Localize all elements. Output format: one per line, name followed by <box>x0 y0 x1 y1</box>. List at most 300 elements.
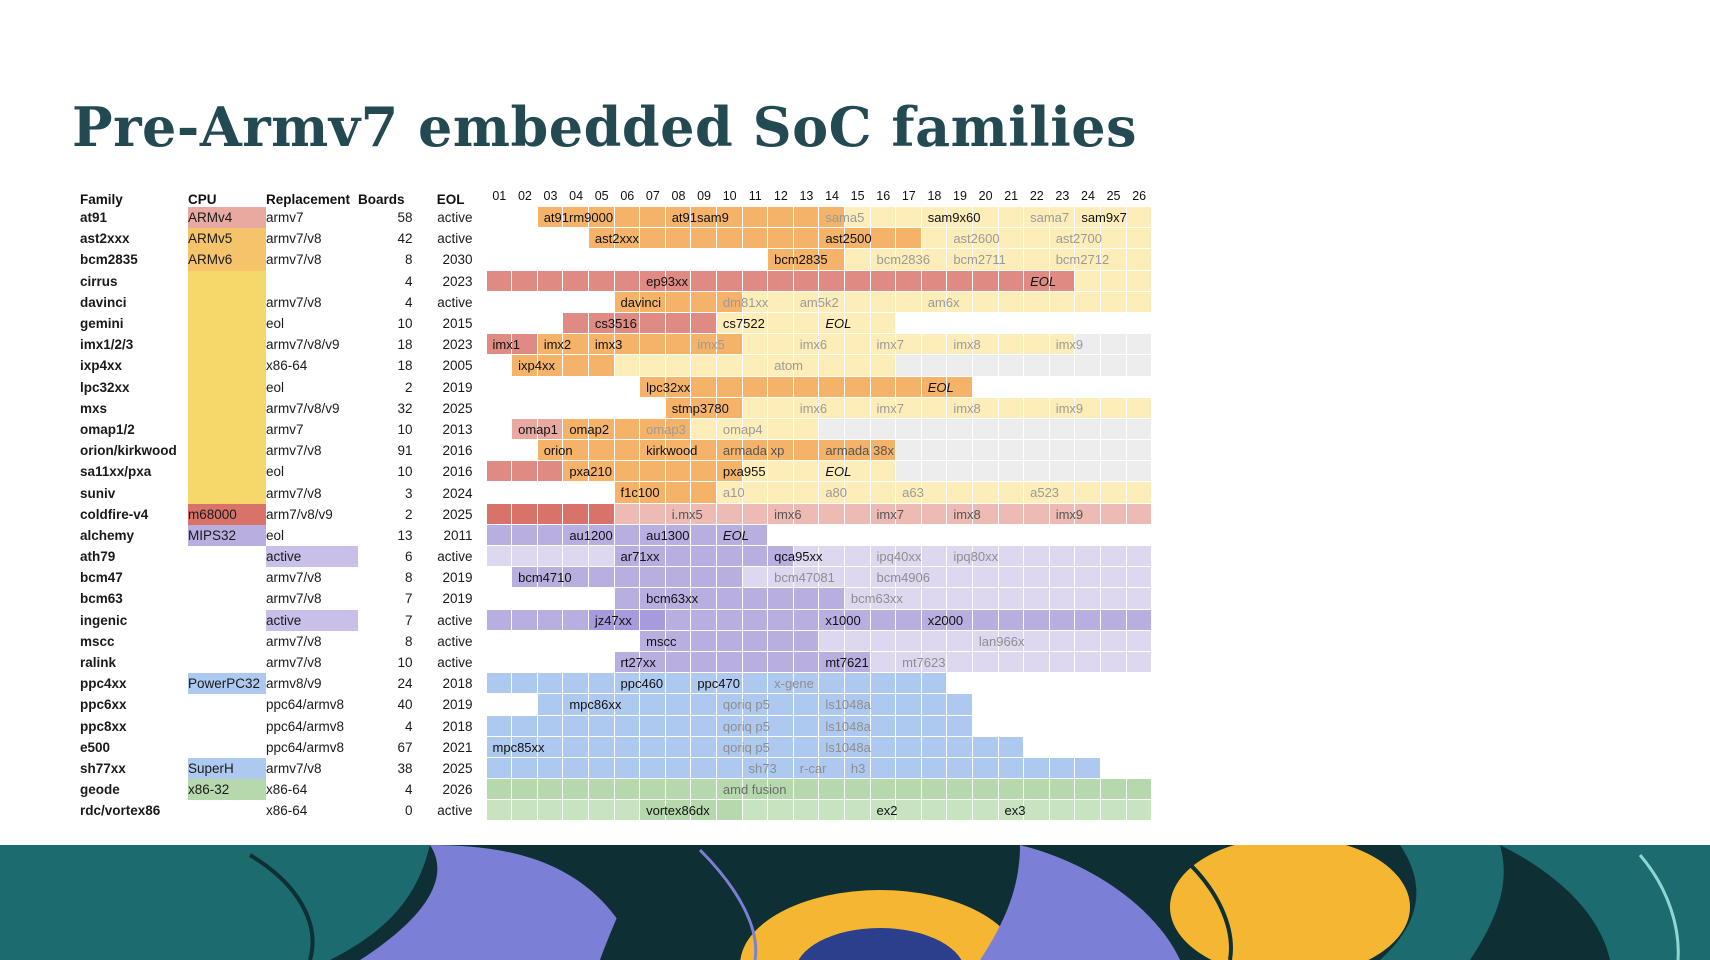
year-label-14: 14 <box>825 189 839 203</box>
timeline-cell <box>615 440 641 461</box>
timeline-cell <box>922 758 948 779</box>
timeline-cell <box>845 779 871 800</box>
timeline-cell <box>819 546 845 567</box>
cell-eol: 2019 <box>442 570 473 586</box>
timeline-cell <box>1075 504 1101 525</box>
timeline-cell <box>717 652 743 673</box>
timeline-cell <box>794 419 820 440</box>
timeline-label: imx7 <box>876 337 904 353</box>
timeline-label: sh73 <box>748 760 777 776</box>
cell-timeline <box>487 758 1153 779</box>
timeline-cell <box>1024 228 1050 249</box>
timeline-cell <box>615 779 641 800</box>
cell-replacement: armv7/v8 <box>266 655 322 671</box>
timeline-cell <box>922 525 948 546</box>
timeline-cell <box>666 377 692 398</box>
timeline-track <box>487 779 1153 800</box>
timeline-cell <box>563 313 589 334</box>
timeline-cell <box>640 737 666 758</box>
timeline-cell <box>896 249 922 270</box>
timeline-cell <box>1075 694 1101 715</box>
timeline-label: r-car <box>799 760 827 776</box>
timeline-cell <box>1101 398 1127 419</box>
timeline-label: f1c100 <box>620 485 660 501</box>
cell-cpu: PowerPC32 <box>188 673 266 694</box>
timeline-cell <box>691 525 717 546</box>
timeline-cell <box>845 546 871 567</box>
timeline-cell <box>947 461 973 482</box>
timeline-cell <box>615 207 641 228</box>
timeline-cell <box>973 292 999 313</box>
timeline-cell <box>768 228 794 249</box>
timeline-cell <box>947 504 973 525</box>
timeline-cell <box>717 525 743 546</box>
timeline-cell <box>871 758 897 779</box>
cell-replacement: eol <box>266 527 285 543</box>
timeline-cell <box>896 652 922 673</box>
year-label-11: 11 <box>748 189 762 203</box>
cell-boards: 10 <box>397 655 413 671</box>
timeline-cell <box>947 398 973 419</box>
timeline-label: a80 <box>825 485 848 501</box>
timeline-cell <box>512 779 538 800</box>
timeline-cell <box>845 228 871 249</box>
header-row <box>80 185 1152 207</box>
timeline-cell <box>896 419 922 440</box>
year-label-03: 03 <box>543 189 558 203</box>
timeline-cell <box>1075 525 1101 546</box>
timeline-label: bcm2835 <box>774 252 828 268</box>
timeline-cell <box>691 334 717 355</box>
timeline-cell <box>1127 567 1153 588</box>
timeline-cell <box>615 292 641 313</box>
cell-cpu: ARMv6 <box>188 249 266 270</box>
timeline-track <box>487 355 1153 376</box>
timeline-cell <box>819 228 845 249</box>
timeline-cell <box>691 355 717 376</box>
cell-eol: 2016 <box>442 443 473 459</box>
timeline-cell <box>563 525 589 546</box>
timeline-cell <box>768 610 794 631</box>
timeline-cell <box>922 292 948 313</box>
timeline-cell <box>973 652 999 673</box>
timeline-cell <box>845 758 871 779</box>
cell-boards: 10 <box>397 421 413 437</box>
col-family: Family <box>80 192 123 207</box>
timeline-cell <box>819 482 848 503</box>
timeline-cell <box>794 673 820 694</box>
timeline-cell <box>512 567 538 588</box>
year-label-26: 26 <box>1132 189 1147 203</box>
timeline-cell <box>1075 800 1101 821</box>
timeline-cell <box>947 525 973 546</box>
timeline-cell <box>589 355 615 376</box>
cell-replacement: armv7/v8 <box>266 252 322 268</box>
cell-timeline <box>487 567 1153 588</box>
timeline-label: ast2xxx <box>594 231 639 247</box>
timeline-cell <box>922 673 948 694</box>
timeline-cell <box>819 461 845 482</box>
timeline-cell <box>999 461 1025 482</box>
table-row <box>80 292 1152 313</box>
timeline-cell <box>1024 440 1050 461</box>
timeline-cell <box>999 779 1025 800</box>
timeline-cell <box>768 525 794 546</box>
timeline-cell <box>691 588 717 609</box>
timeline-cell <box>1024 504 1050 525</box>
table-row <box>80 652 1152 673</box>
timeline-cell <box>794 482 820 503</box>
timeline-cell <box>717 694 743 715</box>
timeline-cell <box>640 525 666 546</box>
timeline-cell <box>640 207 666 228</box>
timeline-cell <box>640 652 666 673</box>
table-row <box>80 271 1152 292</box>
timeline-cell <box>999 652 1025 673</box>
timeline-cell <box>768 652 794 673</box>
cell-cpu <box>188 482 266 503</box>
timeline-cell <box>896 737 922 758</box>
timeline-cell <box>871 631 897 652</box>
cell-boards: 3 <box>405 485 413 501</box>
timeline-cell <box>666 334 692 355</box>
cell-spacer <box>473 207 487 228</box>
timeline-cell <box>691 631 717 652</box>
table-row <box>80 313 1152 334</box>
cell-timeline <box>487 610 1153 631</box>
timeline-cell <box>691 567 717 588</box>
timeline-track <box>487 313 1153 334</box>
timeline-cell <box>743 334 769 355</box>
timeline-cell <box>1024 249 1050 270</box>
timeline-cell <box>819 800 845 821</box>
timeline-cell <box>1075 673 1101 694</box>
timeline-cell <box>615 271 641 292</box>
table-row <box>80 525 1152 546</box>
timeline-cell <box>922 567 948 588</box>
timeline-cell <box>1050 525 1076 546</box>
timeline-cell <box>563 504 589 525</box>
timeline-cell <box>1127 440 1153 461</box>
timeline-cell <box>794 758 820 779</box>
timeline-cell <box>1127 737 1153 758</box>
cell-eol: 2025 <box>442 400 473 416</box>
timeline-cell <box>1050 631 1076 652</box>
timeline-cell <box>999 546 1025 567</box>
timeline-label: au1200 <box>569 527 613 543</box>
timeline-cell <box>768 461 794 482</box>
timeline-cell <box>999 758 1025 779</box>
cell-replacement: armv7/v8 <box>266 570 322 586</box>
timeline-cell <box>768 758 794 779</box>
timeline-label: omap2 <box>569 421 610 437</box>
timeline-cell <box>947 546 973 567</box>
timeline-cell <box>640 313 666 334</box>
timeline-cell <box>615 610 641 631</box>
timeline-cell <box>666 779 692 800</box>
timeline-label: bcm2711 <box>953 252 1006 268</box>
cell-cpu <box>188 737 266 758</box>
timeline-cell <box>563 461 589 482</box>
cell-family: suniv <box>80 485 116 501</box>
timeline-cell <box>1024 631 1050 652</box>
timeline-cell <box>973 398 999 419</box>
cell-spacer <box>473 482 487 503</box>
timeline-cell <box>819 504 845 525</box>
timeline-label: ipq80xx <box>953 549 999 564</box>
timeline-label: ipq40xx <box>876 549 922 564</box>
timeline-cell <box>922 737 948 758</box>
timeline-cell <box>717 398 743 419</box>
timeline-cell <box>691 610 717 631</box>
cell-cpu <box>188 610 266 631</box>
timeline-label: a63 <box>902 485 924 501</box>
timeline-cell <box>973 504 999 525</box>
cell-boards: 6 <box>405 549 413 565</box>
cell-spacer <box>473 737 487 758</box>
timeline-cell <box>871 377 897 398</box>
timeline-cell <box>615 228 641 249</box>
timeline-cell <box>871 334 897 355</box>
timeline-cell <box>640 694 666 715</box>
timeline-cell <box>922 355 948 376</box>
cell-cpu <box>188 377 266 398</box>
timeline-cell <box>1101 758 1127 779</box>
timeline-cell <box>512 334 538 355</box>
timeline-cell <box>794 567 820 588</box>
cell-spacer <box>473 525 487 546</box>
timeline-cell <box>640 631 666 652</box>
timeline-cell <box>947 271 973 292</box>
timeline-cell <box>666 610 692 631</box>
cell-boards: 4 <box>405 273 413 289</box>
timeline-track <box>487 525 1153 546</box>
cell-replacement: ppc64/armv8 <box>266 697 345 713</box>
timeline-cell <box>1127 610 1153 631</box>
timeline-cell <box>563 716 589 737</box>
timeline-label: ex2 <box>876 803 898 819</box>
cell-spacer <box>473 546 487 567</box>
timeline-cell <box>845 716 871 737</box>
timeline-label: at91sam9 <box>671 210 729 225</box>
timeline-label: cs3516 <box>594 315 637 331</box>
timeline-cell <box>845 652 871 673</box>
timeline-cell <box>871 610 897 631</box>
table-row <box>80 631 1152 652</box>
timeline-table <box>80 185 1152 821</box>
timeline-cell <box>1101 716 1127 737</box>
cell-family: at91 <box>80 210 108 226</box>
cell-eol: 2013 <box>442 421 473 437</box>
timeline-cell <box>1127 525 1153 546</box>
timeline-cell <box>615 419 641 440</box>
timeline-cell <box>1075 377 1101 398</box>
cell-timeline <box>487 631 1153 652</box>
cell-eol: active <box>437 655 473 671</box>
timeline-cell <box>1075 631 1101 652</box>
cell-spacer <box>473 313 487 334</box>
timeline-cell <box>819 716 845 737</box>
timeline-cell <box>794 398 820 419</box>
timeline-track <box>487 504 1153 525</box>
table-row <box>80 567 1152 588</box>
timeline-cell <box>768 313 794 334</box>
timeline-cell <box>845 461 871 482</box>
timeline-label: imx8 <box>953 400 981 416</box>
year-label-07: 07 <box>645 189 660 203</box>
timeline-cell <box>871 271 897 292</box>
timeline-cell <box>794 292 820 313</box>
timeline-cell <box>1127 779 1153 800</box>
timeline-cell <box>871 419 897 440</box>
timeline-cell <box>1101 228 1127 249</box>
timeline-label: rt27xx <box>620 654 656 670</box>
timeline-cell <box>999 716 1025 737</box>
timeline-cell <box>563 334 589 355</box>
table-row <box>80 737 1152 758</box>
table-body <box>80 207 1152 821</box>
timeline-cell <box>717 737 743 758</box>
timeline-cell <box>947 716 973 737</box>
cell-replacement: armv7/v8 <box>266 591 322 607</box>
cell-cpu: ARMv5 <box>188 228 266 249</box>
timeline-cell <box>819 694 845 715</box>
timeline-cell <box>922 779 948 800</box>
timeline-cell <box>1024 758 1050 779</box>
cell-cpu <box>188 694 266 715</box>
timeline-cell <box>538 207 564 228</box>
cell-boards: 91 <box>397 443 413 459</box>
timeline-cell <box>794 737 820 758</box>
cell-eol: 2024 <box>442 485 473 501</box>
cell-eol: 2018 <box>442 718 473 734</box>
timeline-cell <box>563 673 589 694</box>
timeline-cell <box>794 334 820 355</box>
timeline-cell <box>1127 292 1153 313</box>
timeline-cell <box>743 292 769 313</box>
timeline-cell <box>666 419 692 440</box>
cell-family: cirrus <box>80 273 118 289</box>
cell-eol: 2030 <box>442 252 473 268</box>
timeline-cell <box>640 800 666 821</box>
timeline-cell <box>1075 652 1101 673</box>
timeline-label: bcm4710 <box>518 570 572 586</box>
timeline-cell <box>640 673 666 694</box>
timeline-cell <box>1024 419 1050 440</box>
timeline-cell <box>922 440 948 461</box>
timeline-label: armada xp <box>722 443 785 459</box>
timeline-cell <box>717 461 743 482</box>
timeline-cell <box>743 758 769 779</box>
timeline-label: bcm2836 <box>876 252 930 268</box>
cell-family: lpc32xx <box>80 379 130 395</box>
timeline-cell <box>819 440 845 461</box>
timeline-cell <box>999 631 1025 652</box>
timeline-cell <box>512 525 538 546</box>
cell-eol: 2023 <box>442 273 473 289</box>
timeline-cell <box>717 758 743 779</box>
timeline-cell <box>691 737 717 758</box>
timeline-cell <box>666 567 692 588</box>
timeline-cell <box>1024 737 1050 758</box>
table-row <box>80 482 1152 503</box>
timeline-cell <box>743 355 769 376</box>
timeline-cell <box>819 631 845 652</box>
timeline-label: bcm4906 <box>876 570 930 586</box>
timeline-label: sam9x60 <box>927 210 981 225</box>
year-label-24: 24 <box>1081 189 1095 203</box>
timeline-cell <box>666 504 692 525</box>
timeline-label: qoriq p5 <box>722 718 770 734</box>
timeline-cell <box>1075 334 1101 355</box>
cell-boards: 13 <box>397 527 413 543</box>
timeline-label: imx9 <box>1055 337 1084 353</box>
timeline-cell <box>819 249 845 270</box>
timeline-cell <box>896 482 922 503</box>
year-label-19: 19 <box>953 189 967 203</box>
timeline-cell <box>743 631 769 652</box>
cell-eol: 2025 <box>442 760 473 776</box>
cell-boards: 7 <box>405 612 413 628</box>
timeline-cell <box>487 525 513 546</box>
timeline-cell <box>1127 334 1153 355</box>
timeline-cell <box>1050 334 1076 355</box>
timeline-cell <box>1024 588 1050 609</box>
timeline-cell <box>947 779 973 800</box>
timeline-cell <box>640 610 666 631</box>
timeline-cell <box>1024 461 1050 482</box>
timeline-cell <box>1101 461 1127 482</box>
timeline-label: dm81xx <box>722 294 769 310</box>
timeline-cell <box>871 482 897 503</box>
timeline-cell <box>999 271 1025 292</box>
cell-family: geode <box>80 782 120 798</box>
table-row <box>80 228 1152 249</box>
timeline-cell <box>743 800 769 821</box>
timeline-label: ast2700 <box>1055 231 1102 247</box>
timeline-cell <box>947 737 973 758</box>
timeline-label: a523 <box>1030 485 1060 501</box>
timeline-cell <box>589 758 615 779</box>
timeline-cell <box>1101 292 1127 313</box>
cell-family: ast2xxx <box>80 231 130 247</box>
timeline-cell <box>1024 652 1050 673</box>
timeline-cell <box>896 716 922 737</box>
cell-cpu <box>188 631 266 652</box>
timeline-cell <box>743 588 769 609</box>
timeline-cell <box>717 716 743 737</box>
timeline-cell <box>538 355 564 376</box>
timeline-cell <box>666 588 692 609</box>
timeline-cell <box>973 588 999 609</box>
cell-eol: active <box>437 803 473 819</box>
timeline-label: pxa955 <box>722 464 766 480</box>
timeline-cell <box>666 271 692 292</box>
timeline-cell <box>717 504 743 525</box>
timeline-label: jz47xx <box>594 612 632 628</box>
cell-eol: 2019 <box>442 379 473 395</box>
timeline-cell <box>1127 419 1153 440</box>
timeline-cell <box>1101 271 1127 292</box>
timeline-cell <box>845 737 871 758</box>
timeline-cell <box>666 737 692 758</box>
cell-timeline <box>487 313 1153 334</box>
timeline-cell <box>896 631 922 652</box>
timeline-cell <box>871 694 897 715</box>
timeline-cell <box>589 567 615 588</box>
timeline-track <box>487 419 1153 440</box>
cell-timeline <box>487 504 1153 525</box>
